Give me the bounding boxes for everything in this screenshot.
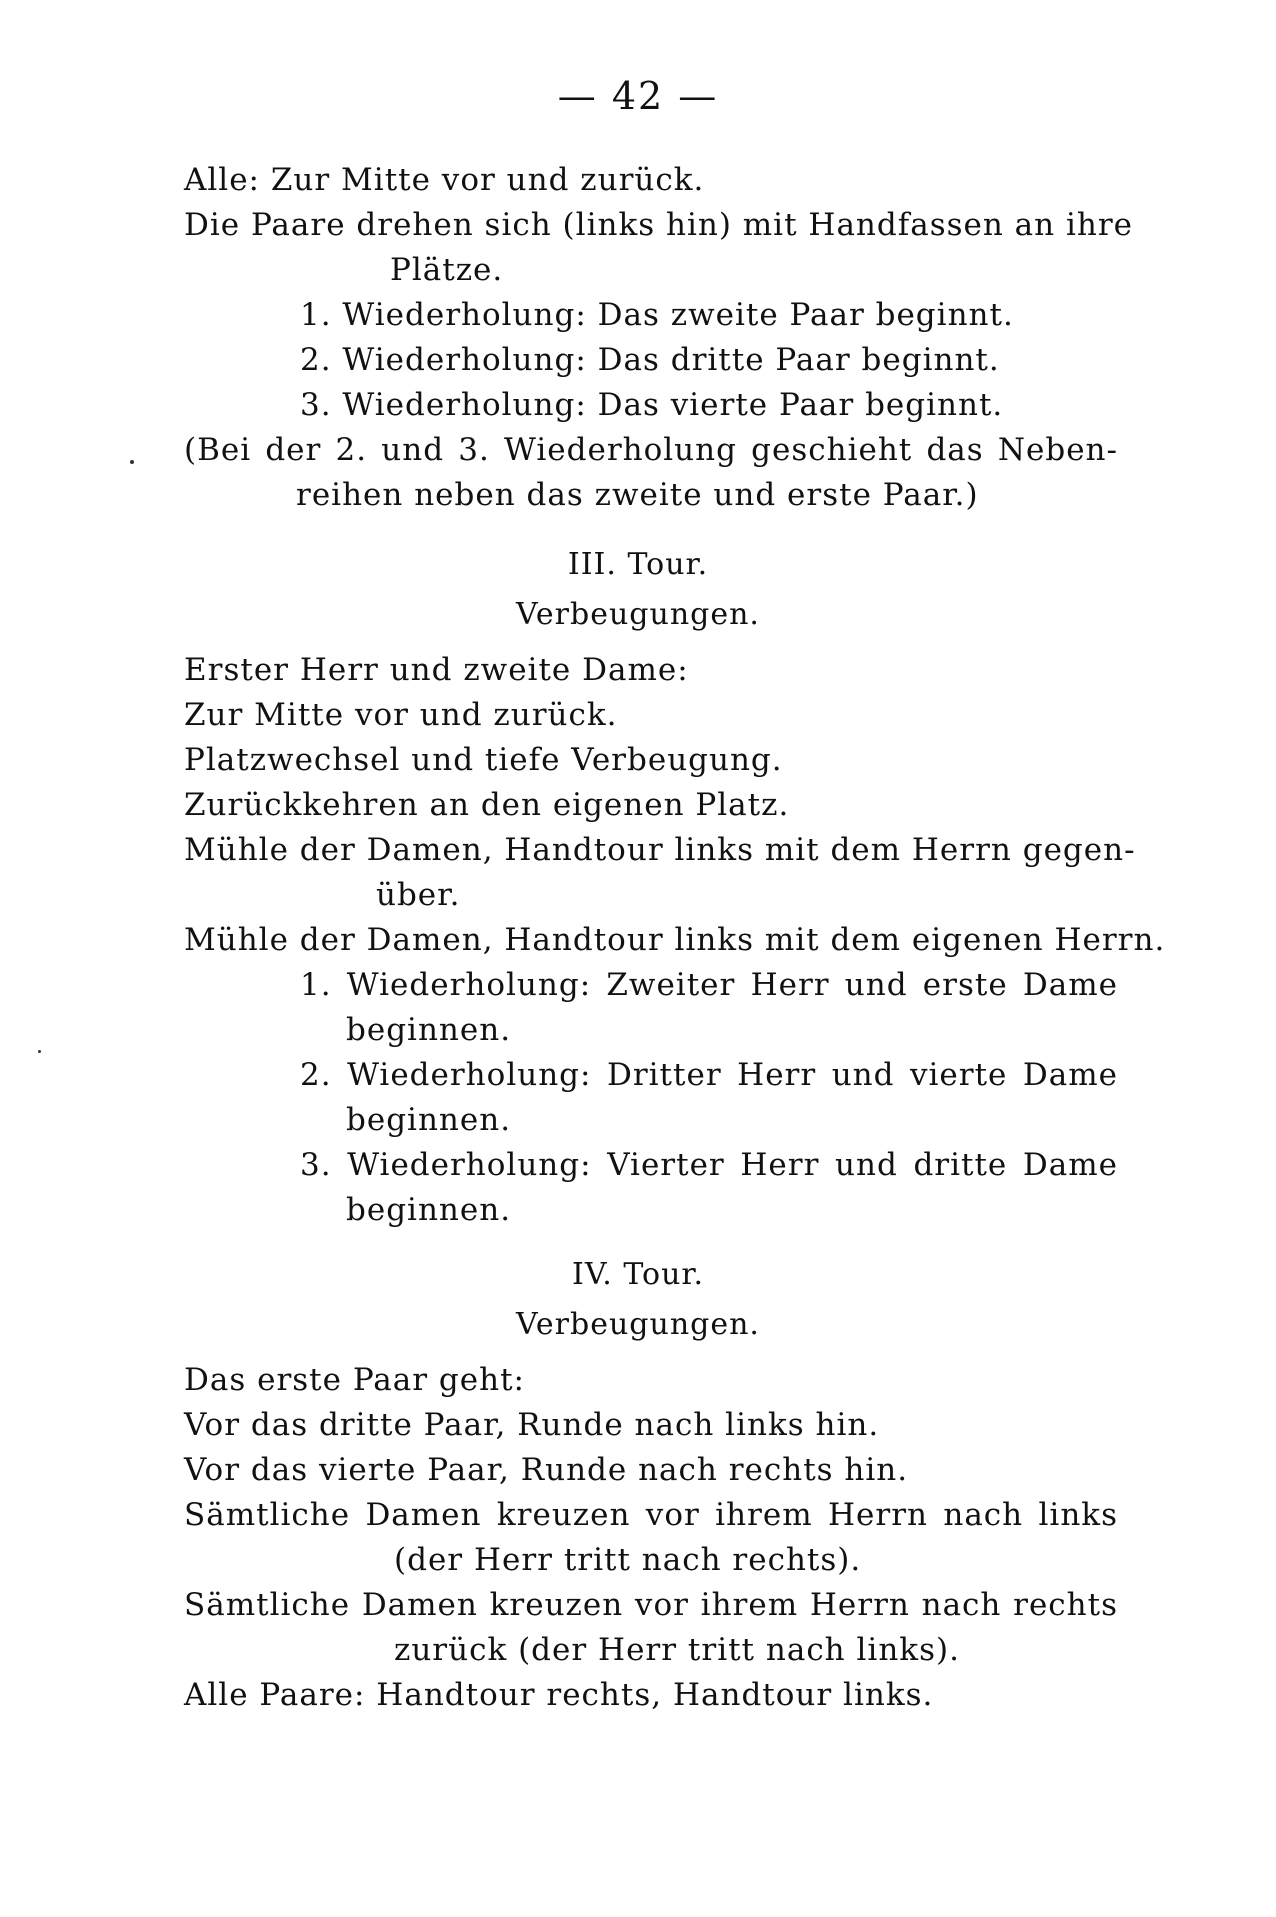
note-line: reihen neben das zweite und erste Paar.) [296,477,979,513]
repetition-line: beginnen. [346,1012,512,1048]
repetition-line: 3. Wiederholung: Vierter Herr und dritte Dame [300,1147,1118,1183]
text-line: zurück (der Herr tritt nach links). [394,1632,960,1668]
text-line: Die Paare drehen sich (links hin) mit Handfassen an ihre [184,207,1134,243]
text-line: Alle Paare: Handtour rechts, Handtour links. [184,1677,934,1713]
section-subtitle: Verbeugungen. [516,597,760,632]
repetition-line: beginnen. [346,1102,512,1138]
text-line: Platzwechsel und tiefe Verbeugung. [184,742,783,778]
text-line: Vor das vierte Paar, Runde nach rechts hin. [184,1452,909,1488]
text-line: Vor das dritte Paar, Runde nach links hin. [184,1407,880,1443]
text-line: Zur Mitte vor und zurück. [184,697,618,733]
text-line: Sämtliche Damen kreuzen vor ihrem Herrn nach rechts [184,1587,1118,1623]
note-line: (Bei der 2. und 3. Wiederholung geschieht das Neben- [184,432,1118,468]
section-title: IV. Tour. [572,1257,704,1292]
text-line: Sämtliche Damen kreuzen vor ihrem Herrn nach links [184,1497,1118,1533]
section-subtitle: Verbeugungen. [516,1307,760,1342]
section-title: III. Tour. [567,547,709,582]
scan-speck [38,1050,41,1053]
repetition-line: beginnen. [346,1192,512,1228]
page-number: — 42 — [557,74,719,118]
repetition-line: 1. Wiederholung: Das zweite Paar beginnt. [300,297,1014,333]
repetition-line: 1. Wiederholung: Zweiter Herr und erste Dame [300,967,1118,1003]
text-line: Zurückkehren an den eigenen Platz. [184,787,790,823]
text-line: Erster Herr und zweite Dame: [184,652,689,688]
text-line: Mühle der Damen, Handtour links mit dem eigenen Herrn. [184,922,1166,958]
repetition-line: 2. Wiederholung: Dritter Herr und vierte Dame [300,1057,1118,1093]
text-line: über. [376,877,461,913]
text-line: Plätze. [390,252,504,288]
repetition-line: 3. Wiederholung: Das vierte Paar beginnt. [300,387,1004,423]
text-line: Das erste Paar geht: [184,1362,525,1398]
text-line: Alle: Zur Mitte vor und zurück. [184,162,705,198]
text-line: Mühle der Damen, Handtour links mit dem Herrn gegen- [184,832,1136,868]
scan-speck [130,460,134,464]
repetition-line: 2. Wiederholung: Das dritte Paar beginnt. [300,342,1000,378]
text-line: (der Herr tritt nach rechts). [394,1542,862,1578]
